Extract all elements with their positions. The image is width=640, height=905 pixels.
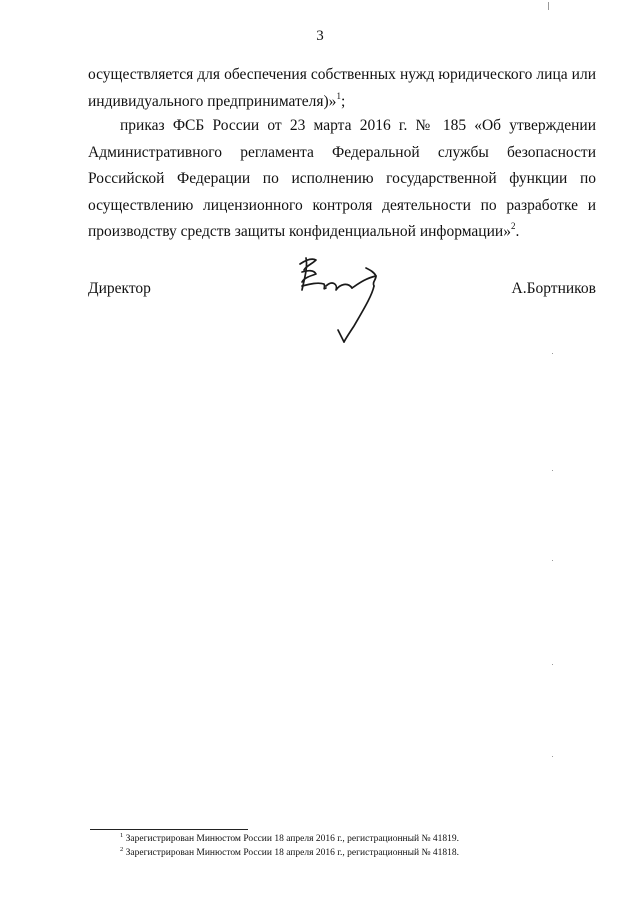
paragraph-line-text: производству средств защиты конфиденциальной информации» <box>88 223 511 240</box>
paragraph-line: осуществляется для обеспечения собственных нужд юридического лица или <box>88 66 596 83</box>
footnote-marker: 1 <box>120 832 124 839</box>
paragraph-line: Административного регламента Федеральной службы безопасности <box>88 143 596 161</box>
handwritten-signature <box>296 250 392 348</box>
scan-speck <box>552 560 553 561</box>
paragraph-line: Российской Федерации по исполнению государственной функции по <box>88 170 596 187</box>
signatory-name: А.Бортников <box>511 280 596 297</box>
paragraph-line-end: . <box>515 223 520 240</box>
footnote-1 <box>120 833 459 847</box>
footnote-text: Зарегистрирован Минюстом России 18 апреля 2016 г., регистрационный № 41818. <box>125 847 460 858</box>
scan-speck <box>552 756 553 757</box>
scan-speck <box>552 470 553 471</box>
scan-speck <box>552 664 553 665</box>
footnote-divider <box>90 829 248 830</box>
signatory-position: Директор <box>88 280 151 297</box>
paragraph-line <box>88 89 596 116</box>
paragraph-line: приказ ФСБ России от 23 марта 2016 г. № 185 «Об утверждении <box>120 117 596 134</box>
page-number: 3 <box>316 28 324 44</box>
scan-speck <box>552 353 553 354</box>
footnote-2 <box>120 847 459 861</box>
paragraph-continuation <box>88 62 596 115</box>
paragraph-order-reference <box>88 113 596 246</box>
footnote-ref: 1 <box>336 90 341 101</box>
paragraph-line-end: ; <box>340 92 346 110</box>
scan-speck <box>548 2 549 10</box>
paragraph-line <box>88 219 596 246</box>
footnote-ref: 2 <box>510 221 516 231</box>
footnote-text: Зарегистрирован Минюстом России 18 апреля 2016 г., регистрационный № 41819. <box>125 834 460 844</box>
footnotes <box>120 833 459 860</box>
paragraph-line-text: индивидуального предпринимателя)» <box>88 92 337 110</box>
paragraph-line: осуществлению лицензионного контроля деятельности по разработке и <box>88 196 596 214</box>
footnote-marker: 2 <box>120 845 124 853</box>
